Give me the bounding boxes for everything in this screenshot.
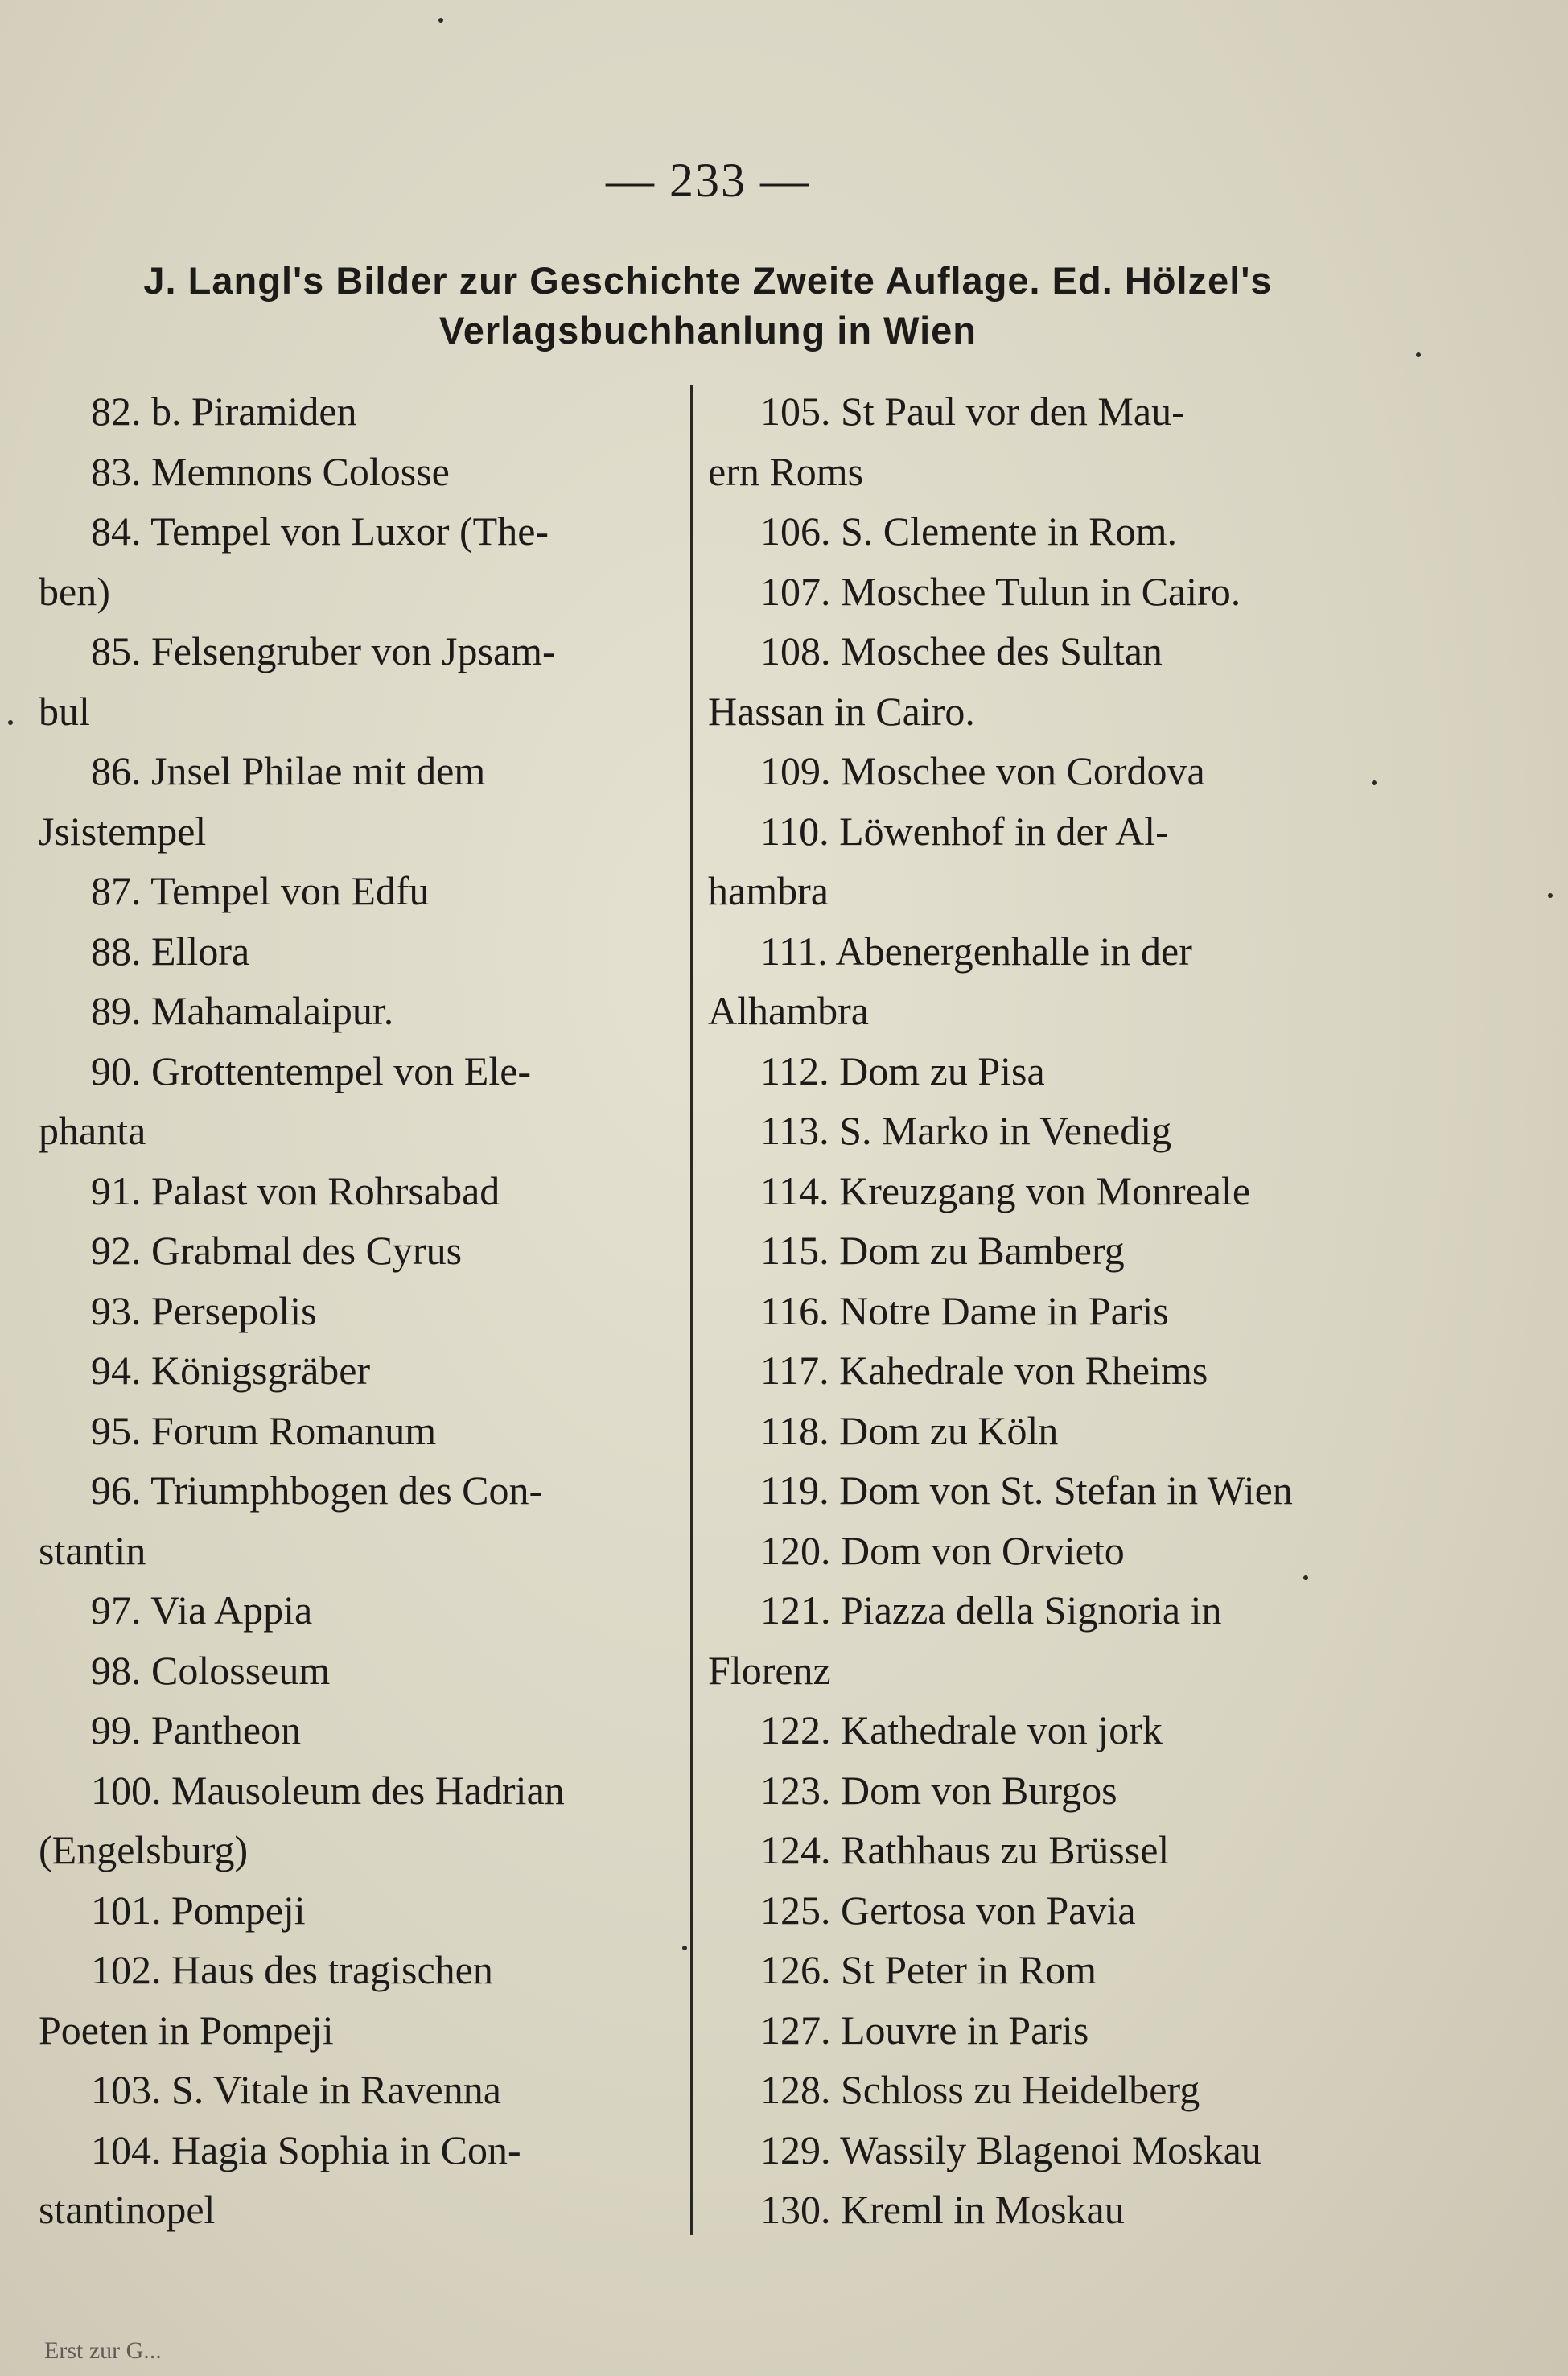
entry-text: 84. Tempel von Luxor (The- — [91, 509, 549, 554]
entry-text: 121. Piazza della Signoria in — [760, 1587, 1222, 1633]
entry-continuation: Alhambra — [708, 988, 869, 1033]
entry-text: 119. Dom von St. Stefan in Wien — [760, 1468, 1293, 1513]
entry-text: 127. Louvre in Paris — [760, 2007, 1089, 2053]
entry-text: 90. Grottentempel von Ele- — [91, 1048, 532, 1093]
entry-text: 92. Grabmal des Cyrus — [91, 1228, 463, 1273]
entry-continuation: phanta — [39, 1108, 146, 1153]
catalog-entry — [39, 1460, 666, 1580]
entry-text: 87. Tempel von Edfu — [91, 868, 430, 913]
entry-text: 124. Rathhaus zu Brüssel — [760, 1827, 1170, 1872]
entry-text: 128. Schloss zu Heidelberg — [760, 2067, 1200, 2112]
entry-continuation: hambra — [708, 868, 829, 913]
catalog-entry — [708, 1521, 1344, 1581]
entry-text: 95. Forum Romanum — [91, 1407, 437, 1453]
entry-text: 129. Wassily Blagenoi Moskau — [760, 2127, 1261, 2172]
entry-text: 115. Dom zu Bamberg — [760, 1228, 1125, 1273]
catalog-entry — [708, 741, 1344, 801]
catalog-entry — [708, 1161, 1344, 1221]
catalog-entry — [708, 381, 1344, 501]
ink-speck — [682, 1946, 687, 1950]
catalog-entry — [39, 1041, 666, 1161]
entry-text: 117. Kahedrale von Rheims — [760, 1348, 1208, 1393]
catalog-entry — [708, 1221, 1344, 1281]
ink-speck — [1303, 1575, 1308, 1580]
entry-text: 113. S. Marko in Venedig — [760, 1108, 1172, 1153]
catalog-entry — [39, 2120, 666, 2240]
catalog-entry — [39, 621, 666, 741]
catalog-entry — [708, 1340, 1344, 1401]
catalog-entry — [39, 921, 666, 982]
entry-text: 108. Moschee des Sultan — [760, 628, 1163, 673]
entry-text: 112. Dom zu Pisa — [760, 1048, 1045, 1093]
ink-speck — [1416, 352, 1421, 357]
entry-text: 83. Memnons Colosse — [91, 448, 450, 494]
entry-continuation: Hassan in Cairo. — [708, 688, 975, 734]
catalog-entry — [708, 2120, 1344, 2180]
entry-text: 122. Kathedrale von jork — [760, 1707, 1163, 1752]
entry-text: 120. Dom von Orvieto — [760, 1527, 1125, 1573]
entry-text: 99. Pantheon — [91, 1707, 302, 1752]
entry-text: 104. Hagia Sophia in Con- — [91, 2127, 521, 2172]
catalog-entry — [39, 741, 666, 861]
entry-text: 111. Abenergenhalle in der — [760, 928, 1192, 974]
catalog-entry — [39, 1281, 666, 1341]
catalog-entry — [708, 1880, 1344, 1941]
catalog-entry — [708, 921, 1344, 1041]
entry-continuation: stantinopel — [39, 2187, 216, 2232]
column-divider — [690, 385, 693, 2235]
catalog-entry — [708, 1460, 1344, 1521]
entry-continuation: Florenz — [708, 1647, 831, 1693]
entry-text: 101. Pompeji — [91, 1887, 306, 1933]
entry-continuation: Jsistempel — [39, 808, 207, 854]
catalog-entry — [39, 1161, 666, 1221]
entry-text: 98. Colosseum — [91, 1647, 331, 1693]
ink-speck — [1372, 780, 1377, 785]
ink-speck — [8, 720, 13, 725]
catalog-entry — [708, 1760, 1344, 1821]
entry-text: 105. St Paul vor den Mau- — [760, 389, 1185, 434]
catalog-entry — [39, 981, 666, 1041]
catalog-entry — [39, 1580, 666, 1641]
catalog-entry — [708, 1041, 1344, 1102]
entry-text: 123. Dom von Burgos — [760, 1767, 1117, 1813]
catalog-entry — [39, 1641, 666, 1701]
header-line-2: Verlagsbuchhanlung in Wien — [439, 309, 977, 352]
entry-text: 106. S. Clemente in Rom. — [760, 509, 1178, 554]
footer-fragment: Erst zur G... — [44, 2337, 162, 2364]
catalog-entry — [708, 2180, 1344, 2240]
catalog-entry — [39, 1940, 666, 2060]
right-column — [708, 381, 1344, 2240]
entry-text: 118. Dom zu Köln — [760, 1407, 1059, 1453]
left-column — [39, 381, 666, 2240]
page-header — [48, 256, 1368, 356]
catalog-entry — [39, 1700, 666, 1760]
catalog-entry — [39, 861, 666, 921]
entry-text: 130. Kreml in Moskau — [760, 2187, 1125, 2232]
catalog-entry — [708, 1281, 1344, 1341]
entry-text: 114. Kreuzgang von Monreale — [760, 1167, 1251, 1213]
entry-continuation: ben) — [39, 568, 110, 614]
catalog-entry — [39, 1760, 666, 1880]
catalog-entry — [39, 1401, 666, 1461]
entry-continuation: (Engelsburg) — [39, 1827, 249, 1872]
entry-text: 125. Gertosa von Pavia — [760, 1887, 1136, 1933]
catalog-entry — [39, 1340, 666, 1401]
entry-text: 96. Triumphbogen des Con- — [91, 1468, 543, 1513]
catalog-entry — [708, 1940, 1344, 2000]
catalog-entry — [39, 442, 666, 502]
catalog-entry — [39, 1221, 666, 1281]
entry-continuation: ern Roms — [708, 448, 864, 494]
entry-text: 94. Königsgräber — [91, 1348, 371, 1393]
ink-speck — [1548, 893, 1553, 898]
entry-text: 85. Felsengruber von Jpsam- — [91, 628, 556, 673]
catalog-entry — [708, 801, 1344, 921]
entry-text: 107. Moschee Tulun in Cairo. — [760, 568, 1241, 614]
catalog-entry — [708, 501, 1344, 562]
page-number: — 233 — — [606, 154, 810, 207]
catalog-entry — [39, 1880, 666, 1941]
entry-text: 97. Via Appia — [91, 1587, 313, 1633]
catalog-entry — [39, 381, 666, 442]
catalog-entry — [708, 1101, 1344, 1161]
entry-text: 82. b. Piramiden — [91, 389, 357, 434]
catalog-entry — [39, 501, 666, 621]
entry-text: 103. S. Vitale in Ravenna — [91, 2067, 501, 2112]
catalog-entry — [708, 621, 1344, 741]
catalog-entry — [708, 562, 1344, 622]
entry-continuation: bul — [39, 688, 90, 734]
entry-text: 116. Notre Dame in Paris — [760, 1287, 1169, 1333]
entry-text: 86. Jnsel Philae mit dem — [91, 748, 486, 793]
entry-continuation: Poeten in Pompeji — [39, 2007, 334, 2053]
entry-text: 91. Palast von Rohrsabad — [91, 1167, 500, 1213]
catalog-entry — [708, 1820, 1344, 1880]
catalog-entry — [708, 1580, 1344, 1700]
ink-speck — [438, 18, 443, 23]
catalog-entry — [708, 2060, 1344, 2120]
catalog-entry — [708, 1401, 1344, 1461]
entry-continuation: stantin — [39, 1527, 146, 1573]
header-line-1: J. Langl's Bilder zur Geschichte Zweite Auflage. Ed. Hölzel's — [143, 259, 1273, 302]
entry-text: 102. Haus des tragischen — [91, 1947, 493, 1992]
catalog-entry — [39, 2060, 666, 2120]
entry-text: 126. St Peter in Rom — [760, 1947, 1097, 1992]
entry-text: 100. Mausoleum des Hadrian — [91, 1767, 565, 1813]
catalog-entry — [708, 2000, 1344, 2061]
entry-text: 110. Löwenhof in der Al- — [760, 808, 1169, 854]
entry-text: 89. Mahamalaipur. — [91, 988, 394, 1033]
entry-text: 88. Ellora — [91, 928, 250, 974]
catalog-entry — [708, 1700, 1344, 1760]
entry-text: 109. Moschee von Cordova — [760, 748, 1205, 793]
entry-text: 93. Persepolis — [91, 1287, 317, 1333]
